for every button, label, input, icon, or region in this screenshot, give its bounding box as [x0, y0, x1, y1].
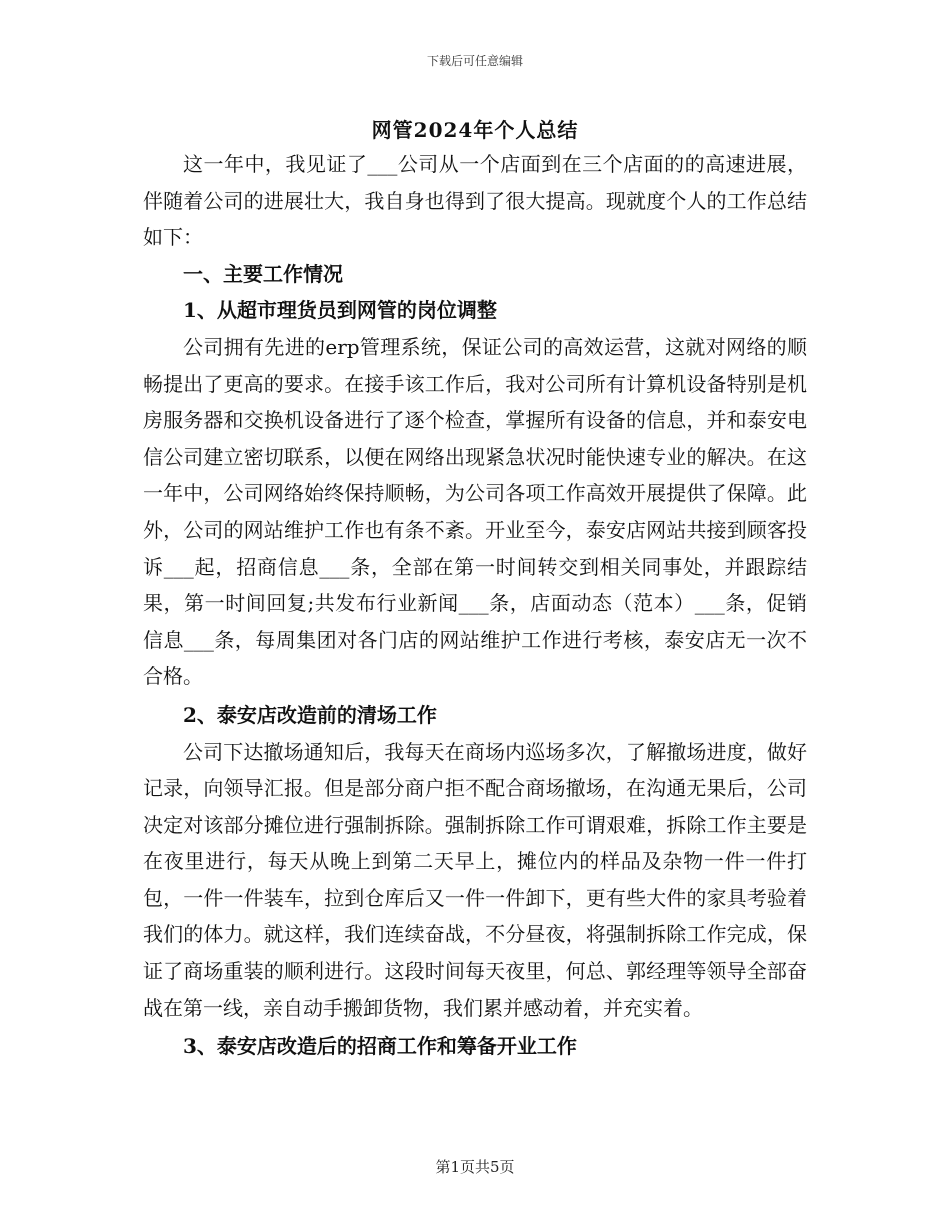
intro-paragraph: 这一年中，我见证了___公司从一个店面到在三个店面的的高速进展，伴随着公司的进展壮大，我自身也得到了很大提高。现就度个人的工作总结如下： — [143, 152, 807, 250]
document-title: 网管2024年个人总结 — [371, 118, 579, 142]
subsection-heading-2: 2、泰安店改造前的清场工作 — [183, 702, 437, 727]
download-edit-note: 下载后可任意编辑 — [426, 54, 523, 68]
subsection-1-paragraph: 公司拥有先进的erp管理系统，保证公司的高效运营，这就对网络的顺畅提出了更高的要求。在接手该工作后，我对公司所有计算机设备特别是机房服务器和交换机设备进行了逐个检查，掌握所有设备的信息，并和泰安电信公司建立密切联系，以便在网络出现紧急状况时能快速专业的解决。在这一年中，公司网络始终保持顺畅，为公司各项工作高效开展提供了保障。此外，公司的网站维护工作也有条不紊。开业至今，泰安店网站共接到顾客投诉___起，招商信息___条，全部在第一时间转交到相关同事处，并跟踪结果，第一时间回复;共发布行业新闻___条，店面动态（范本）___条，促销信息___条，每周集团对各门店的网站维护工作进行考核，泰安店无一次不合格。 — [143, 334, 807, 689]
document-body — [143, 146, 807, 1065]
page-number: 第1页共5页 — [435, 1158, 515, 1176]
subsection-heading-3: 3、泰安店改造后的招商工作和筹备开业工作 — [183, 1034, 577, 1059]
section-heading-main-work: 一、主要工作情况 — [183, 261, 343, 286]
subsection-heading-1: 1、从超市理货员到网管的岗位调整 — [183, 298, 497, 323]
subsection-2-paragraph: 公司下达撤场通知后，我每天在商场内巡场多次，了解撤场进度，做好记录，向领导汇报。但是部分商户拒不配合商场撤场，在沟通无果后，公司决定对该部分摊位进行强制拆除。强制拆除工作可谓艰难，拆除工作主要是在夜里进行，每天从晚上到第二天早上，摊位内的样品及杂物一件一件打包，一件一件装车，拉到仓库后又一件一件卸下，更有些大件的家具考验着我们的体力。就这样，我们连续奋战，不分昼夜，将强制拆除工作完成，保证了商场重装的顺利进行。这段时间每天夜里，何总、郭经理等领导全部奋战在第一线，亲自动手搬卸货物，我们累并感动着，并充实着。 — [143, 739, 807, 1020]
